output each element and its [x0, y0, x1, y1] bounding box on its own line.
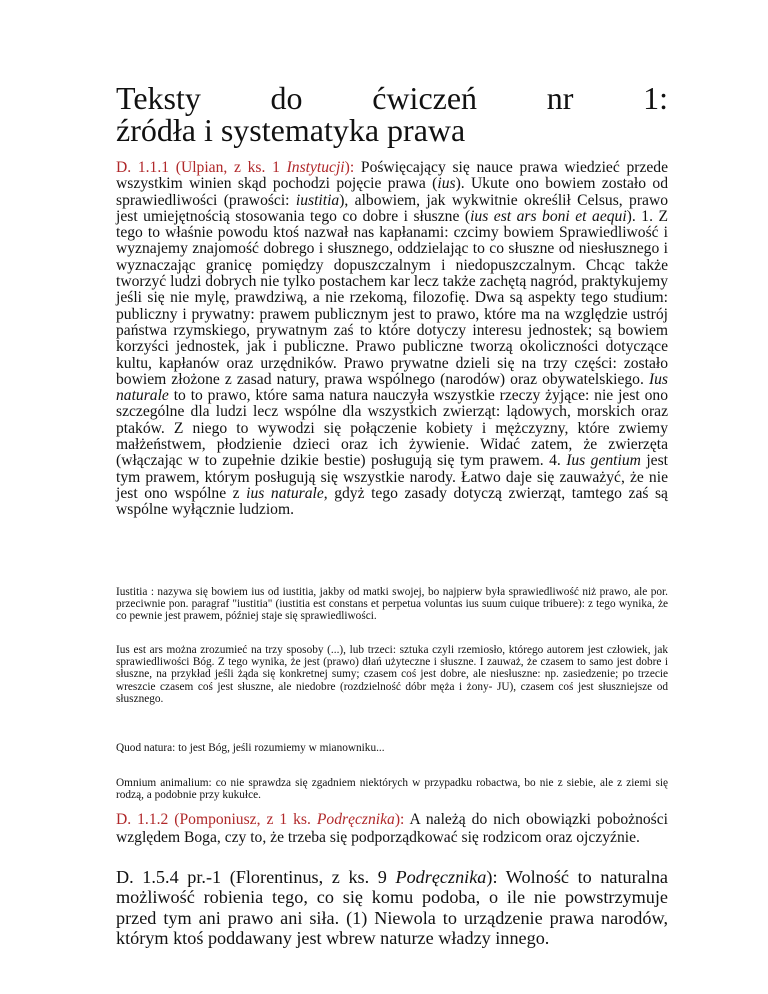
document-title — [116, 82, 668, 146]
gloss-note-quod-natura: Quod natura: to jest Bóg, jeśli rozumiemy w mianowniku... — [116, 742, 385, 754]
paragraph-florentinus — [116, 867, 668, 948]
paragraph-ulpian — [116, 160, 668, 519]
title-line-1 — [116, 82, 668, 114]
latin-term: ius naturale — [246, 484, 324, 502]
gloss-note-iustitia: Iustitia : nazywa się bowiem ius od iustitia, jakby od matki swojej, bo najpierw była sprawiedliwość niż prawo, ale por. przeciwnie pon. paragraf "iustitia" (iustitia est constans et perpetua voluntas ius suum cuique tribuere): z tego wynika, że co pewnie jest prawem, później staje się sprawiedliwości. — [116, 586, 668, 623]
paragraph-pomponiusz — [116, 811, 668, 846]
title-word: ćwiczeń — [372, 80, 478, 116]
paragraph-text: , gdyż tego zasady dotyczą zwierząt, tamtego zaś są wspólne wyłącznie ludziom. — [116, 484, 668, 519]
title-line-2: źródła i systematyka prawa — [116, 112, 466, 148]
citation-ref-text: D. 1.5.4 pr.-1 (Florentinus, z ks. 9 — [116, 867, 396, 887]
citation-ref-text: D. 1.1.1 (Ulpian, z ks. 1 — [116, 159, 280, 176]
latin-term: Ius gentium — [566, 452, 641, 470]
citation-ref-italic: Instytucji — [286, 159, 345, 176]
paragraph-text: jest tym prawem, którym posługują się wszystkie narody. Łatwo daje się zauważyć, że nie jest ono wspólne z — [116, 452, 668, 502]
paragraph-text: ), albowiem, jak wykwitnie określił Celsus, prawo jest umiejętnością stosowania tego co dobre i słuszne ( — [116, 191, 669, 225]
citation-ref — [116, 811, 404, 828]
gloss-note-omnium-animalium: Omnium animalium: co nie sprawdza się zgadniem niektórych w przypadku robactwa, bo nie z siebie, ale z ziemi się rodzą, a podobnie przy kukułce. — [116, 777, 668, 802]
title-word: 1: — [643, 80, 668, 116]
title-word: nr — [546, 80, 574, 116]
paragraph-text: A należą do nich obowiązki pobożności względem Boga, czy to, że trzeba się podporządkować się rodzicom oraz ojczyźnie. — [116, 811, 668, 846]
citation-ref — [116, 159, 354, 176]
latin-term: iustitia — [295, 191, 340, 209]
paragraph-text: ). Ukute ono bowiem zostało od sprawiedliwości (prawości: — [116, 175, 669, 209]
gloss-note-ius-est-ars: Ius est ars można zrozumieć na trzy sposoby (...), lub trzeci: sztuka czyli rzemiosło, którego autorem jest człowiek, jak sprawiedliwości Bóg. Z tego wynika, że jest (prawo) dłań użyteczne i słuszne. I zauważ, że czasem to samo jest dobre i słuszne, na przykład jeśli żąda się konkretnej sumy; czasem coś jest dobre, ale niesłuszne: np. zasiedzenie; po trzecie wreszcie czasem coś jest słuszne, ale niedobre (rozdzielność dóbr męża i żony- JU), czasem coś jest słuszniejsze od słusznego. — [116, 644, 668, 705]
paragraph-text: Wolność to naturalna możliwość robienia tego, co się komu podoba, o ile nie powstrzymuje przed tym ani prawo ani siła. (1) Niewola to urządzenie prawa narodów, którym ktoś poddawany jest wbrew naturze władzy innego. — [116, 867, 668, 948]
citation-ref-close: ): — [394, 811, 405, 828]
title-word: do — [270, 80, 303, 116]
citation-ref-close: ): — [344, 159, 355, 176]
title-word: Teksty — [116, 80, 201, 116]
citation-ref-italic: Podręcznika — [316, 811, 395, 828]
citation-ref-italic: Podręcznika — [395, 867, 487, 887]
citation-ref-text: D. 1.1.2 (Pomponiusz, z 1 ks. — [116, 811, 311, 828]
latin-term: ius est ars boni et aequi — [470, 207, 627, 225]
latin-term: Ius naturale — [116, 370, 668, 405]
citation-ref-close: ): — [486, 867, 498, 887]
latin-term: ius — [437, 175, 456, 193]
paragraph-text: ). 1. Z tego to właśnie powodu ktoś nazwał nas kapłanami: czcimy bowiem Sprawiedliwość i wyznajemy znajomość dobrego i słusznego, oddzielając to co słuszne od niesłusznego i wyznaczając granicę pomiędzy dopuszczalnym i niedopuszczalnym. Chcąc także tworzyć ludzi dobrych nie tylko postachem kar lecz także zachętą nagród, praktykujemy jeśli się nie mylę, prawdziwą, a nie rzekomą, filozofię. Dwa są aspekty tego studium: publiczny i prywatny: prawem publicznym jest to prawo, które ma na względzie ustrój państwa rzymskiego, prywatnym zaś to które dotyczy interesu jednostek; są bowiem korzyści jednostek, jak i publiczne. Prawo publiczne tworzą okoliczności dotyczące kultu, kapłanów oraz urzędników. Prawo prywatne dzieli się na trzy części: zostało bowiem złożone z zasad natury, prawa wspólnego (narodów) oraz obywatelskiego. — [116, 207, 668, 388]
paragraph-text: to to prawo, które sama natura nauczyła wszystkie rzeczy żyjące: nie jest ono szczególne dla ludzi lecz wspólne dla wszystkich zwierząt: lądowych, morskich oraz ptaków. Z niego to wywodzi się połączenie kobiety i mężczyzny, które zwiemy małżeństwem, płodzienie dzieci oraz ich żywienie. Widać zatem, że zwierzęta (włączając w to zupełnie dzikie bestie) posługują się tym prawem. 4. — [116, 387, 668, 470]
paragraph-text: Poświęcający się nauce prawa wiedzieć przede wszystkim winien skąd pochodzi pojęcie prawa ( — [116, 159, 669, 193]
